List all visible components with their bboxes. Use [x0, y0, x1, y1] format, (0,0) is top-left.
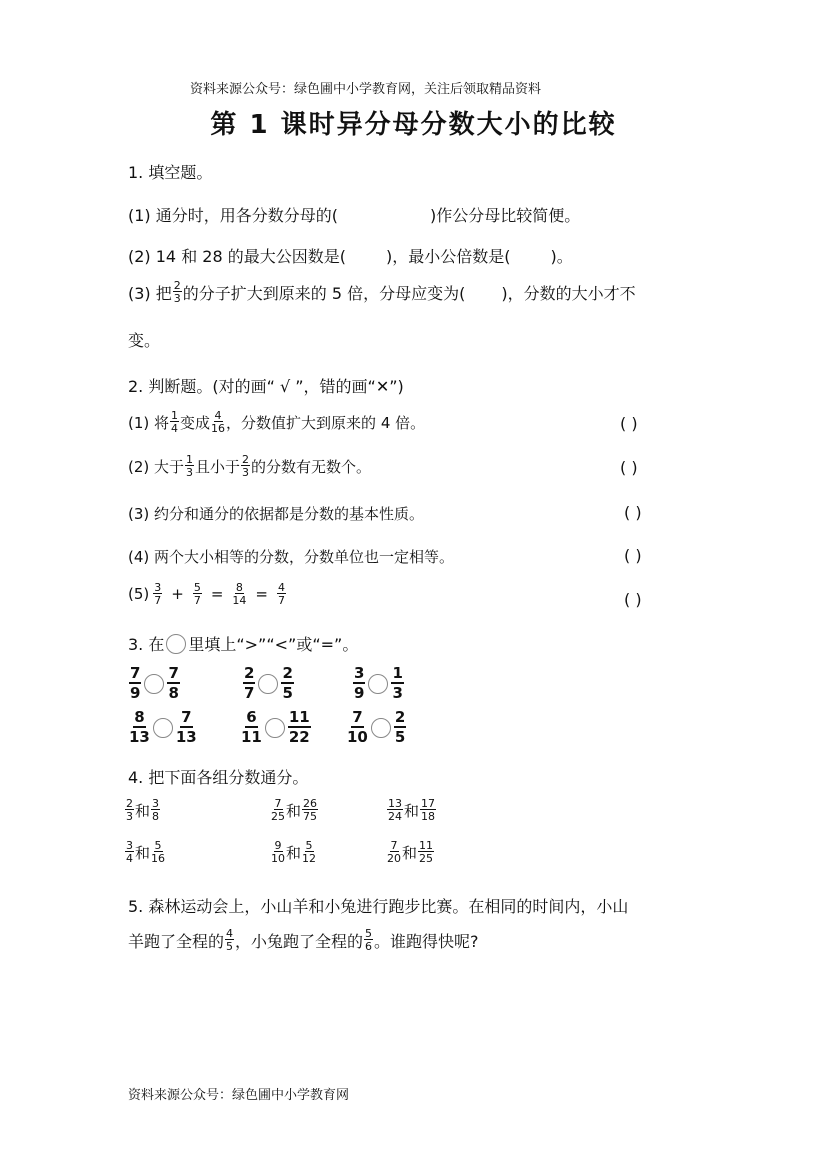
common-denominator-item-5: $\frac{9}{10}$ 和 $\frac{5}{12}$ [271, 839, 317, 865]
compare-item-2 [242, 666, 295, 701]
fraction: $\frac{7}{20}$ [387, 839, 401, 865]
fraction: $\frac{7}{13}$ [175, 708, 197, 746]
compare-item-6 [346, 710, 407, 745]
q2-item-4: (4) 两个大小相等的分数，分数单位也一定相等。 [128, 548, 455, 566]
answer-blank-1[interactable]: ( ) [620, 414, 638, 433]
fraction: $\frac{2}{5}$ [282, 664, 293, 702]
q1-part3-end: )，分数的大小才不 [501, 283, 636, 303]
fraction: $\frac{1}{4}$ [171, 409, 179, 435]
q5-line1: 5. 森林运动会上，小山羊和小兔进行跑步比赛。在相同的时间内，小山 [128, 897, 629, 916]
answer-blank-3[interactable]: ( ) [624, 503, 642, 522]
common-denominator-item-4: $\frac{3}{4}$ 和 $\frac{5}{16}$ [126, 839, 166, 865]
compare-circle[interactable] [371, 718, 391, 738]
q1-part3-continued: 变。 [128, 331, 161, 350]
fraction: $\frac{2}{5}$ [394, 708, 406, 746]
compare-item-1 [128, 666, 181, 701]
fraction: $\frac{9}{10}$ [271, 839, 285, 865]
answer-blank-5[interactable]: ( ) [624, 590, 642, 609]
q1-part3-start: (3) 把 [128, 283, 172, 303]
compare-circle[interactable] [368, 674, 388, 694]
fraction: $\frac{1}{3}$ [392, 664, 403, 702]
fraction: $\frac{1}{3}$ [186, 453, 194, 479]
q1-part3 [128, 280, 636, 304]
fraction: $\frac{2}{3}$ [126, 797, 133, 823]
q1-part1 [128, 203, 580, 226]
q1-part2-end: )。 [550, 247, 573, 266]
q5-line2: 羊跑了全程的 $\frac{4}{5}$ ，小兔跑了全程的 $\frac{5}{6}$ 。谁跑得快呢? [128, 927, 479, 953]
fraction: $\frac{3}{9}$ [354, 664, 365, 702]
answer-blank-2[interactable]: ( ) [620, 458, 638, 477]
fraction: $\frac{7}{8}$ [168, 664, 179, 702]
fraction: $\frac{13}{24}$ [388, 797, 402, 823]
compare-item-4 [128, 710, 198, 745]
common-denominator-item-1: $\frac{2}{3}$ 和 $\frac{3}{8}$ [126, 797, 160, 823]
fraction: $\frac{7}{9}$ [130, 664, 141, 702]
fraction: $\frac{11}{22}$ [288, 708, 310, 746]
answer-blank-4[interactable]: ( ) [624, 546, 642, 565]
fraction: $\frac{4}{16}$ [211, 409, 226, 435]
q2-item-1: (1) 将 $\frac{1}{4}$ 变成 $\frac{4}{16}$ ，分数值扩大到原来的 4 倍。 [128, 409, 426, 435]
fraction: $\frac{4}{7}$ [277, 581, 285, 607]
q1-part1-end: )作公分母比较简便。 [430, 206, 581, 225]
compare-circle[interactable] [153, 718, 173, 738]
source-footer: 资料来源公众号：绿色圃中小学教育网 [128, 1088, 350, 1103]
fraction: $\frac{17}{18}$ [421, 797, 436, 823]
q1-part3-mid: 的分子扩大到原来的 5 倍，分母应变为( [182, 283, 466, 303]
compare-circle[interactable] [258, 674, 278, 694]
q2-item-5: (5) $\frac{3}{7}$ + $\frac{5}{7}$ = $\frac{8}{14}$ = $\frac{4}{7}$ [128, 581, 285, 607]
fraction: $\frac{3}{7}$ [154, 581, 162, 607]
fraction: $\frac{4}{5}$ [226, 927, 234, 953]
fraction: $\frac{6}{11}$ [241, 708, 262, 746]
q2-heading: 2. 判断题。(对的画“ √ ”，错的画“✕”) [128, 377, 404, 396]
source-header: 资料来源公众号：绿色圃中小学教育网，关注后领取精品资料 [190, 82, 542, 97]
circle-icon [166, 634, 186, 654]
fraction: $\frac{2}{3}$ [173, 279, 181, 305]
fraction: $\frac{5}{12}$ [302, 839, 317, 865]
fraction: $\frac{7}{10}$ [347, 708, 368, 746]
common-denominator-item-6: $\frac{7}{20}$ 和 $\frac{11}{25}$ [387, 839, 434, 865]
compare-item-5 [240, 710, 312, 745]
fraction: $\frac{5}{16}$ [151, 839, 166, 865]
q1-part2-start: (2) 14 和 28 的最大公因数是( [128, 247, 346, 266]
fraction: $\frac{5}{7}$ [193, 581, 201, 607]
q1-heading: 1. 填空题。 [128, 163, 213, 182]
fraction: $\frac{3}{4}$ [126, 839, 133, 865]
fraction: $\frac{5}{6}$ [365, 927, 373, 953]
compare-circle[interactable] [265, 718, 285, 738]
page-title: 第 1 课时异分母分数大小的比较 [210, 110, 617, 140]
fraction: $\frac{7}{25}$ [271, 797, 285, 823]
fraction: $\frac{11}{25}$ [419, 839, 434, 865]
fraction: $\frac{2}{7}$ [244, 664, 255, 702]
compare-item-3 [352, 666, 405, 701]
q1-part2 [128, 244, 573, 267]
q1-part1-start: (1) 通分时，用各分数分母的( [128, 206, 338, 225]
q2-item-3: (3) 约分和通分的依据都是分数的基本性质。 [128, 505, 425, 523]
fraction: $\frac{3}{8}$ [152, 797, 160, 823]
compare-circle[interactable] [144, 674, 164, 694]
q4-heading: 4. 把下面各组分数通分。 [128, 768, 309, 787]
fraction: $\frac{2}{3}$ [242, 453, 250, 479]
fraction: $\frac{8}{13}$ [129, 708, 150, 746]
q3-heading: 3. 在 里填上“>”“<”或“=”。 [128, 635, 359, 654]
q2-item-2: (2) 大于 $\frac{1}{3}$ 且小于 $\frac{2}{3}$ 的分数有无数个。 [128, 453, 372, 479]
fraction: $\frac{26}{75}$ [303, 797, 318, 823]
common-denominator-item-2: $\frac{7}{25}$ 和 $\frac{26}{75}$ [271, 797, 318, 823]
fraction: $\frac{8}{14}$ [232, 581, 247, 607]
common-denominator-item-3: $\frac{13}{24}$ 和 $\frac{17}{18}$ [388, 797, 436, 823]
q1-part2-mid: )，最小公倍数是( [385, 247, 511, 266]
